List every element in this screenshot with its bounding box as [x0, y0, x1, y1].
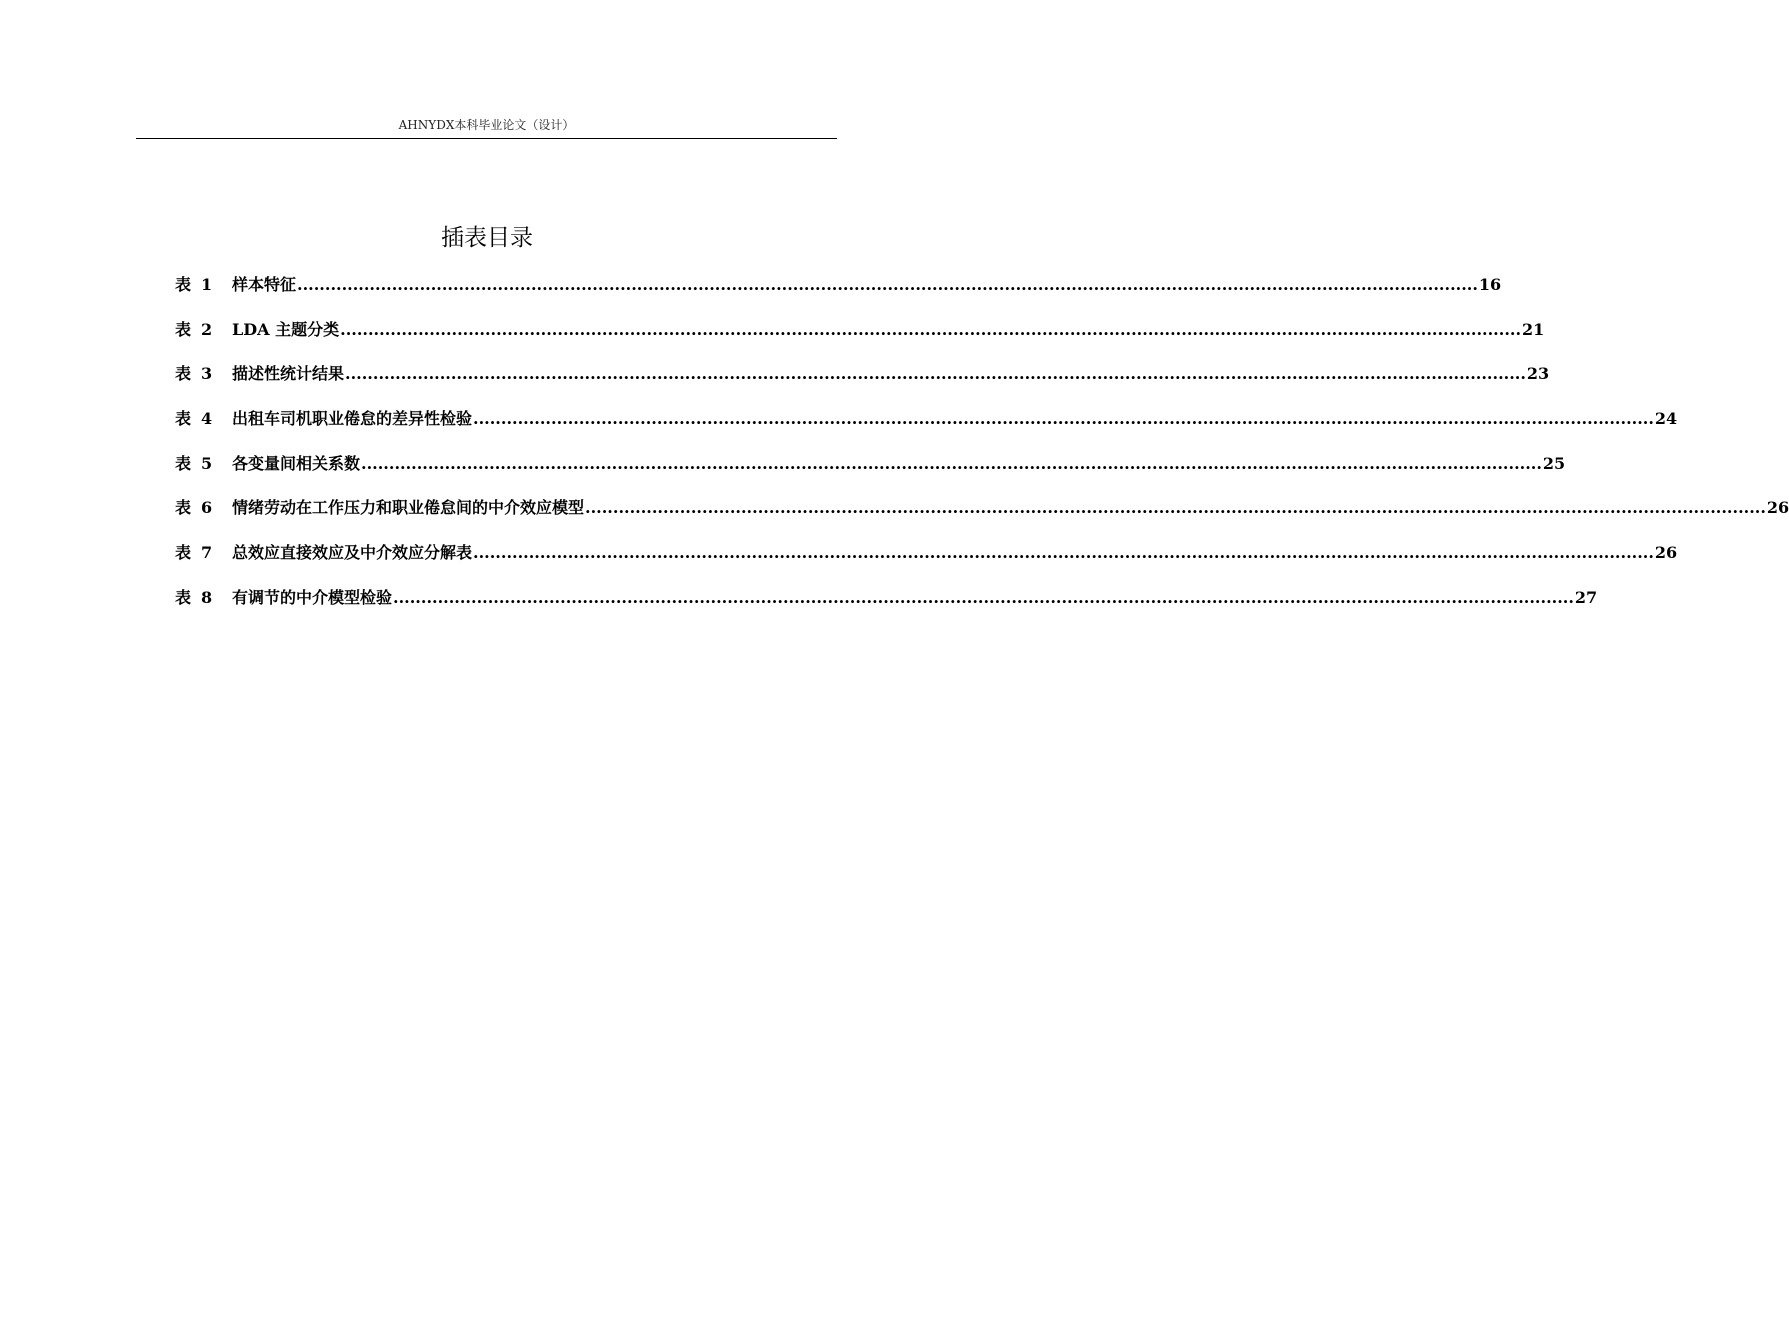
entry-label: LDA 主题分类 [232, 319, 340, 339]
dot-leader: .................................................................................................................................................................................................................... [340, 319, 1522, 339]
entry-page-number: 24 [1654, 409, 1678, 429]
page-title: 插表目录 [441, 225, 533, 251]
list-item[interactable] [175, 359, 1550, 404]
page-header [136, 112, 837, 139]
table-of-tables [175, 270, 1789, 628]
list-item[interactable] [175, 270, 1502, 315]
entry-prefix: 表 1 [175, 275, 213, 294]
list-item[interactable] [175, 449, 1566, 494]
entry-label: 描述性统计结果 [232, 364, 345, 384]
entry-prefix: 表 8 [175, 587, 213, 607]
entry-prefix: 表 2 [175, 319, 213, 339]
entry-number: 8 [201, 587, 213, 607]
dot-leader: .................................................................................................................................................................................................................... [297, 275, 1478, 294]
list-item[interactable] [175, 315, 1545, 360]
list-item[interactable] [175, 404, 1678, 449]
entry-number: 2 [201, 319, 213, 339]
entry-label: 出租车司机职业倦怠的差异性检验 [232, 409, 473, 429]
entry-label: 有调节的中介模型检验 [232, 587, 393, 607]
dot-leader: .................................................................................................................................................................................................................... [473, 543, 1654, 563]
dot-leader: .................................................................................................................................................................................................................... [585, 498, 1766, 518]
list-item[interactable] [175, 493, 1789, 538]
entry-number: 7 [201, 543, 213, 563]
entry-label: 样本特征 [232, 275, 297, 294]
entry-number: 4 [201, 409, 213, 429]
list-item[interactable] [175, 583, 1598, 628]
entry-page-number: 21 [1522, 319, 1545, 339]
entry-number: 1 [201, 275, 213, 294]
dot-leader: .................................................................................................................................................................................................................... [361, 453, 1542, 473]
dot-leader: .................................................................................................................................................................................................................... [393, 587, 1574, 607]
entry-prefix: 表 7 [175, 543, 213, 563]
entry-prefix: 表 3 [175, 364, 213, 384]
entry-prefix: 表 5 [175, 453, 213, 473]
entry-number: 5 [201, 453, 213, 473]
entry-label: 总效应直接效应及中介效应分解表 [232, 543, 473, 563]
list-item[interactable] [175, 538, 1678, 583]
entry-label: 情绪劳动在工作压力和职业倦怠间的中介效应模型 [232, 498, 585, 518]
entry-page-number: 27 [1574, 587, 1598, 607]
page-header-text: AHNYDX本科毕业论文（设计） [398, 118, 575, 132]
dot-leader: .................................................................................................................................................................................................................... [345, 364, 1526, 384]
entry-number: 3 [201, 364, 213, 384]
dot-leader: .................................................................................................................................................................................................................... [473, 409, 1654, 429]
entry-number: 6 [201, 498, 213, 518]
entry-page-number: 26 [1766, 498, 1789, 518]
entry-page-number: 25 [1542, 453, 1566, 473]
entry-page-number: 16 [1478, 275, 1502, 294]
entry-prefix: 表 6 [175, 498, 213, 518]
entry-page-number: 26 [1654, 543, 1678, 563]
entry-label: 各变量间相关系数 [232, 453, 361, 473]
entry-page-number: 23 [1526, 364, 1550, 384]
entry-prefix: 表 4 [175, 409, 213, 429]
